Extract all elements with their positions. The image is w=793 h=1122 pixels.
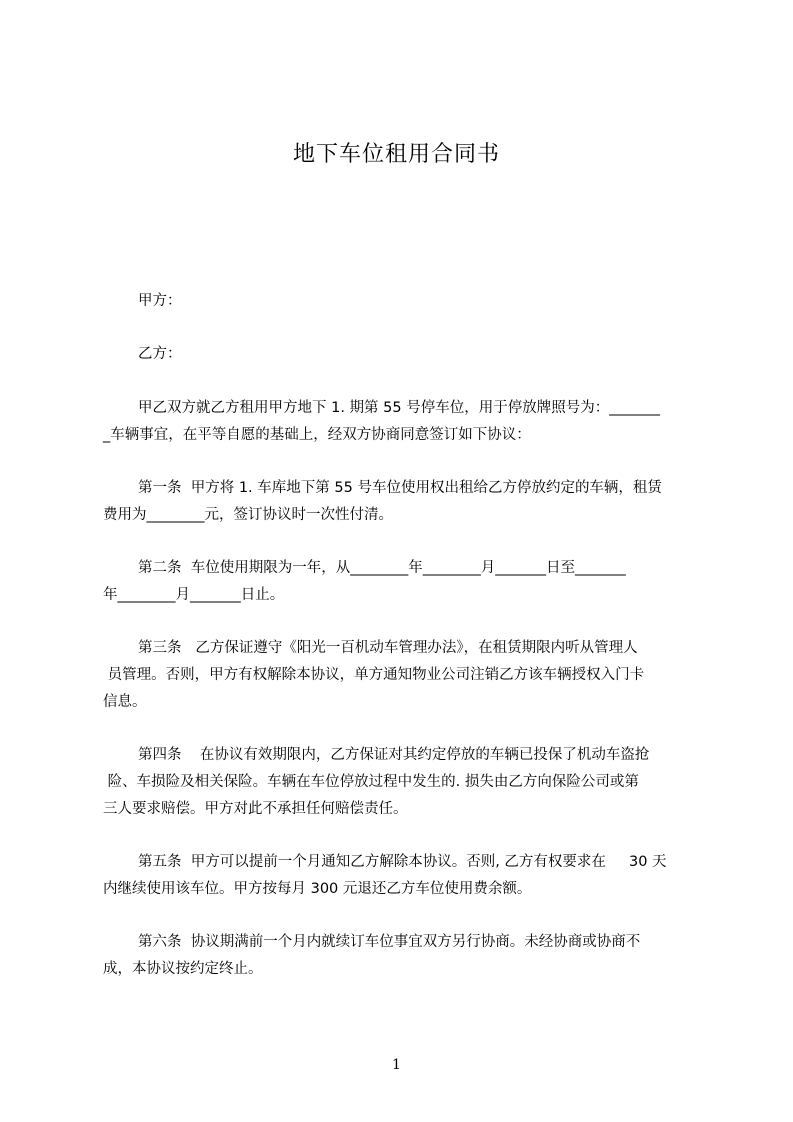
paragraph-line: 第五条 甲方可以提前一个月通知乙方解除本协议。否则, 乙方有权要求在 30 天 <box>138 854 667 870</box>
paragraph-line: 内继续使用该车位。甲方按每月 300 元退还乙方车位使用费余额。 <box>103 881 532 897</box>
paragraph-line: 第三条 乙方保证遵守《阳光一百机动车管理办法》，在租赁期限内听从管理人 <box>138 640 638 656</box>
party-b-label: 乙方： <box>138 346 182 362</box>
paragraph-line: 成，本协议按约定终止。 <box>103 961 263 977</box>
paragraph-line: 年________月_______日止。 <box>103 587 285 603</box>
paragraph-line: 第六条 协议期满前一个月内就续订车位事宜双方另行协商。未经协商或协商不 <box>138 934 641 950</box>
paragraph-line: 员管理。否则，甲方有权解除本协议，单方通知物业公司注销乙方该车辆授权入门卡 <box>103 667 645 683</box>
paragraph-line: 第二条 车位使用期限为一年，从________年________月_______日至_______ <box>138 560 626 576</box>
page-number: 1 <box>392 1057 401 1073</box>
paragraph-line: 三人要求赔偿。甲方对此不承担任何赔偿责任。 <box>103 801 408 817</box>
paragraph-line: 甲乙双方就乙方租用甲方地下 1. 期第 55 号停车位，用于停放牌照号为：_______ <box>138 400 660 416</box>
paragraph-line: 费用为________元，签订协议时一次性付清。 <box>103 507 393 523</box>
document-title: 地下车位租用合同书 <box>292 142 500 167</box>
paragraph-line: _车辆事宜，在平等自愿的基础上，经双方协商同意签订如下协议： <box>103 427 531 443</box>
party-a-label: 甲方： <box>138 293 182 309</box>
paragraph-line: 第一条 甲方将 1. 车库地下第 55 号车位使用权出租给乙方停放约定的车辆，租赁 <box>138 480 662 496</box>
paragraph-line: 信息。 <box>103 694 147 710</box>
paragraph-line: 第四条 在协议有效期限内，乙方保证对其约定停放的车辆已投保了机动车盗抢 <box>138 747 650 763</box>
paragraph-line: 险、车损险及相关保险。车辆在车位停放过程中发生的. 损失由乙方向保险公司或第 <box>103 774 639 790</box>
